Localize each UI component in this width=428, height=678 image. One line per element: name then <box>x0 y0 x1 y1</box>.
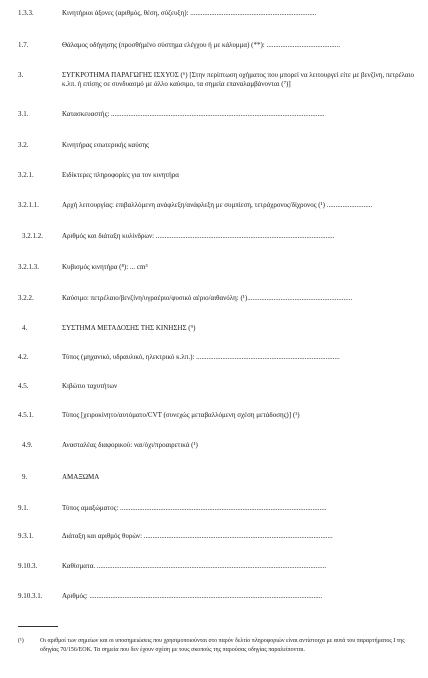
item-number: 3. <box>18 71 24 79</box>
item-number: 4.2. <box>18 353 29 361</box>
item-number: 1.7. <box>18 41 29 49</box>
footnote-text: Οι αριθμοί των σημείων και οι υποσημειώσεις που χρησιμοποιούνται στο παρόν δελτίο πληροφοριών είναι αντίστοιχα με αυτά του παραρτήματος I της οδηγίας 70/156/ΕΟΚ. Τα σημεία που δεν έχουν σχέση με τους σκοπούς της παρούσας οδηγίας παραλείπονται. <box>40 638 405 653</box>
item-number: 4. <box>22 324 28 332</box>
item-text: Κινητήριοι άξονες (αριθμός, θέση, σύζευξη): ........................................................................ <box>62 9 317 17</box>
item-number: 9.1. <box>18 504 29 512</box>
item-number: 3.2.1.3. <box>18 263 39 271</box>
item-text: Κατασκευαστής: .......................................................................................................................... <box>62 110 325 118</box>
item-number: 3.2.1.2. <box>22 232 43 240</box>
item-number: 4.5. <box>18 382 29 390</box>
item-text: Κινητήρας εσωτερικής καύσης <box>62 141 149 149</box>
item-number: 1.3.3. <box>18 9 34 17</box>
item-text: Τύπος αμαξώματος: ...................................................................................................................... <box>62 504 327 512</box>
footnote-mark: (¹) <box>18 638 24 644</box>
item-text: ΣΥΓΚΡΟΤΗΜΑ ΠΑΡΑΓΩΓΗΣ ΙΣΧΥΟΣ (⁶) [Στην περίπτωση οχήματος που μπορεί να λειτουργεί είτε με βενζίνη, πετρέλαιο κ.λπ. ή επίσης σε συνδυασμό με άλλο καύσιμο, τα σημεία επαναλαμβάνονται (⁷)] <box>62 71 414 88</box>
item-text: Ανασταλέας διαφορικού: ναι/όχι/προαιρετικά (¹) <box>62 441 198 449</box>
item-number: 9.3.1. <box>18 532 34 540</box>
item-number: 4.5.1. <box>18 411 34 419</box>
list-item <box>0 71 428 91</box>
item-text: Καθίσματα. ................................................................................................................................... <box>62 562 327 570</box>
item-text: Αριθμός: ..................................................................................................................................... <box>62 592 323 600</box>
item-text: Αρχή λειτουργίας: επιβαλλόμενη ανάφλεξη/ανάφλεξη με συμπίεση, τετράχρονος/δίχρονος (¹) .......................... <box>62 201 373 209</box>
footnote-separator <box>18 626 58 627</box>
item-text: Αριθμός και διάταξη κυλίνδρων: ...................................................................................................... <box>62 232 335 240</box>
item-text: ΣΥΣΤΗΜΑ ΜΕΤΑΔΟΣΗΣ ΤΗΣ ΚΙΝΗΣΗΣ (⁹) <box>62 324 196 332</box>
item-text: Καύσιμο: πετρέλαιο/βενζίνη/υγραέριο/φυσικό αέριο/αιθανόλη: (¹)............................................................ <box>62 294 353 302</box>
item-number: 9.10.3. <box>18 562 38 570</box>
item-text: Διάταξη και αριθμός θυρών: ............................................................................................................ <box>62 532 333 540</box>
item-text: Τύπος (μηχανικό, υδραυλικό, ηλεκτρικό κ.λπ.): .................................................................................. <box>62 353 340 361</box>
item-number: 3.2.2. <box>18 294 34 302</box>
item-number: 4.9. <box>22 441 33 449</box>
item-text: ΑΜΑΞΩΜΑ <box>62 473 100 481</box>
item-text: Ειδίκτερες πληροφορίες για τον κινητήρα <box>62 171 179 179</box>
item-number: 3.1. <box>18 110 29 118</box>
item-text: Τύπος [χειροκίνητο/αυτόματο/CVT (συνεχώς μεταβαλλόμενη σχέση μετάδοσης)] (¹) <box>62 411 300 419</box>
item-number: 9.10.3.1. <box>18 592 43 600</box>
item-text: Κιβώτιο ταχυτήτων <box>62 382 118 390</box>
item-text: Κυβισμός κινητήρα (⁸): ... cm³ <box>62 263 148 271</box>
item-number: 3.2. <box>18 141 29 149</box>
item-number: 3.2.1. <box>18 171 34 179</box>
item-text: Θάλαμος οδήγησης (προσθήμένο σύστημα ελέγχου ή με κάλυμμα) (**): .......................................... <box>62 41 341 49</box>
item-number: 9. <box>22 473 28 481</box>
item-number: 3.2.1.1. <box>18 201 39 209</box>
